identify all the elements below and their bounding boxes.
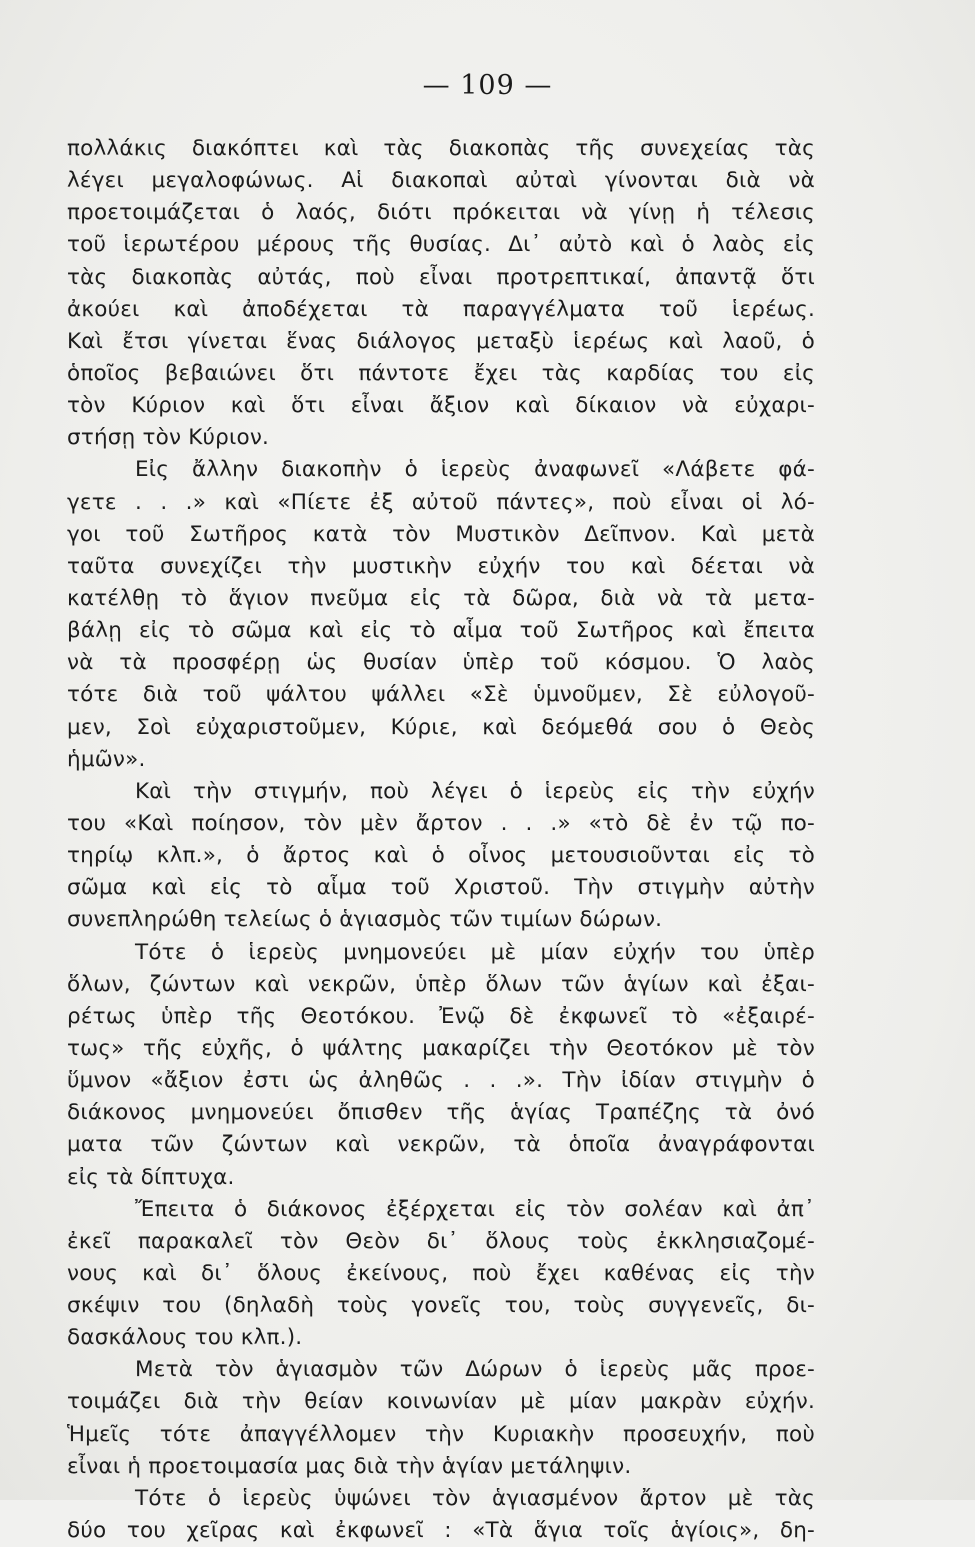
text-line: νὰ τὰ προσφέρῃ ὡς θυσίαν ὑπὲρ τοῦ κόσμου. Ὁ λαὸς [67, 650, 815, 676]
text-line: ὕμνον «ἄξιον ἐστι ὡς ἀληθῶς . . .». Τὴν ἰδίαν στιγμὴν ὁ [67, 1068, 815, 1094]
text-line: λέγει μεγαλοφώνως. Αἱ διακοπαὶ αὐταὶ γίνονται διὰ νὰ [67, 168, 815, 194]
text-line: κατέλθῃ τὸ ἅγιον πνεῦμα εἰς τὰ δῶρα, διὰ νὰ τὰ μετα- [67, 585, 815, 611]
text-line: σκέψιν του (δηλαδὴ τοὺς γονεῖς του, τοὺς συγγενεῖς, δι- [67, 1293, 815, 1319]
text-line: τότε διὰ τοῦ ψάλτου ψάλλει «Σὲ ὑμνοῦμεν, Σὲ εὐλογοῦ- [67, 682, 815, 708]
text-line: γοι τοῦ Σωτῆρος κατὰ τὸν Μυστικὸν Δεῖπνον. Καὶ μετὰ [67, 521, 815, 547]
text-line: ρέτως ὑπὲρ τῆς Θεοτόκου. Ἐνῷ δὲ ἐκφωνεῖ τὸ «ἐξαιρέ- [67, 1003, 815, 1029]
text-line: Ἡμεῖς τότε ἀπαγγέλλομεν τὴν Κυριακὴν προσευχήν, ποὺ [67, 1421, 815, 1447]
text-line: ὅλων, ζώντων καὶ νεκρῶν, ὑπὲρ ὅλων τῶν ἁγίων καὶ ἐξαι- [67, 971, 815, 997]
text-line: ματα τῶν ζώντων καὶ νεκρῶν, τὰ ὁποῖα ἀναγράφονται [67, 1132, 815, 1158]
text-line: Ἔπειτα ὁ διάκονος ἐξέρχεται εἰς τὸν σολέαν καὶ ἀπ᾽ [135, 1196, 815, 1222]
text-line: τοιμάζει διὰ τὴν θείαν κοινωνίαν μὲ μίαν μακρὰν εὐχήν. [67, 1389, 815, 1415]
text-line: ἡμῶν». [67, 746, 146, 772]
text-line: στήσῃ τὸν Κύριον. [67, 425, 270, 451]
text-line: τηρίῳ κλπ.», ὁ ἄρτος καὶ ὁ οἶνος μετουσιοῦνται εἰς τὸ [67, 843, 815, 869]
body-text [67, 133, 815, 1547]
text-line: τὸν Κύριον καὶ ὅτι εἶναι ἄξιον καὶ δίκαιον νὰ εὐχαρι- [67, 393, 815, 419]
text-line: ἀκούει καὶ ἀποδέχεται τὰ παραγγέλματα τοῦ ἱερέως. [67, 296, 815, 322]
text-line: σῶμα καὶ εἰς τὸ αἷμα τοῦ Χριστοῦ. Τὴν στιγμὴν αὐτὴν [67, 875, 815, 901]
text-line: τὰς διακοπὰς αὐτάς, ποὺ εἶναι προτρεπτικαί, ἀπαντᾷ ὅτι [67, 264, 815, 290]
text-line: Καὶ ἔτσι γίνεται ἕνας διάλογος μεταξὺ ἱερέως καὶ λαοῦ, ὁ [67, 328, 815, 354]
text-line: ὁποῖος βεβαιώνει ὅτι πάντοτε ἔχει τὰς καρδίας του εἰς [67, 360, 815, 386]
text-line: συνεπληρώθη τελείως ὁ ἁγιασμὸς τῶν τιμίων δώρων. [67, 907, 663, 933]
page-number: — 109 — [422, 70, 553, 101]
text-line: εἶναι ἡ προετοιμασία μας διὰ τὴν ἁγίαν μετάληψιν. [67, 1453, 632, 1479]
text-line: μεν, Σοὶ εὐχαριστοῦμεν, Κύριε, καὶ δεόμεθά σου ὁ Θεὸς [67, 714, 815, 740]
text-line: Καὶ τὴν στιγμήν, ποὺ λέγει ὁ ἱερεὺς εἰς τὴν εὐχήν [135, 778, 815, 804]
text-line: τως» τῆς εὐχῆς, ὁ ψάλτης μακαρίζει τὴν Θεοτόκον μὲ τὸν [67, 1035, 815, 1061]
text-line: βάλῃ εἰς τὸ σῶμα καὶ εἰς τὸ αἷμα τοῦ Σωτῆρος καὶ ἔπειτα [67, 618, 815, 644]
text-line: Εἰς ἄλλην διακοπὴν ὁ ἱερεὺς ἀναφωνεῖ «Λάβετε φά- [135, 457, 815, 483]
text-line: ἐκεῖ παρακαλεῖ τὸν Θεὸν δι᾽ ὅλους τοὺς ἐκκλησιαζομέ- [67, 1228, 815, 1254]
text-line: διάκονος μνημονεύει ὄπισθεν τῆς ἁγίας Τραπέζης τὰ ὀνό [67, 1100, 815, 1126]
text-line: προετοιμάζεται ὁ λαός, διότι πρόκειται νὰ γίνῃ ἡ τέλεσις [67, 200, 815, 226]
text-line: Τότε ὁ ἱερεὺς μνημονεύει μὲ μίαν εὐχήν του ὑπὲρ [135, 939, 815, 965]
text-line: του «Καὶ ποίησον, τὸν μὲν ἄρτον . . .» «τὸ δὲ ἐν τῷ πο- [67, 810, 815, 836]
text-line: γετε . . .» καὶ «Πίετε ἐξ αὐτοῦ πάντες», ποὺ εἶναι οἱ λό- [67, 489, 815, 515]
text-line: δασκάλους του κλπ.). [67, 1325, 303, 1351]
text-line: εἰς τὰ δίπτυχα. [67, 1164, 235, 1190]
text-line: ταῦτα συνεχίζει τὴν μυστικὴν εὐχήν του καὶ δέεται νὰ [67, 553, 815, 579]
text-line: νους καὶ δι᾽ ὅλους ἐκείνους, ποὺ ἔχει καθένας εἰς τὴν [67, 1260, 815, 1286]
text-line: τοῦ ἱερωτέρου μέρους τῆς θυσίας. Δι᾽ αὐτὸ καὶ ὁ λαὸς εἰς [67, 232, 815, 258]
text-line: δύο του χεῖρας καὶ ἐκφωνεῖ : «Τὰ ἅγια τοῖς ἁγίοις», δη- [67, 1518, 815, 1544]
text-line: Τότε ὁ ἱερεὺς ὑψώνει τὸν ἁγιασμένον ἄρτον μὲ τὰς [135, 1485, 815, 1511]
text-line: Μετὰ τὸν ἁγιασμὸν τῶν Δώρων ὁ ἱερεὺς μᾶς προε- [135, 1357, 815, 1383]
text-line: πολλάκις διακόπτει καὶ τὰς διακοπὰς τῆς συνεχείας τὰς [67, 136, 815, 161]
